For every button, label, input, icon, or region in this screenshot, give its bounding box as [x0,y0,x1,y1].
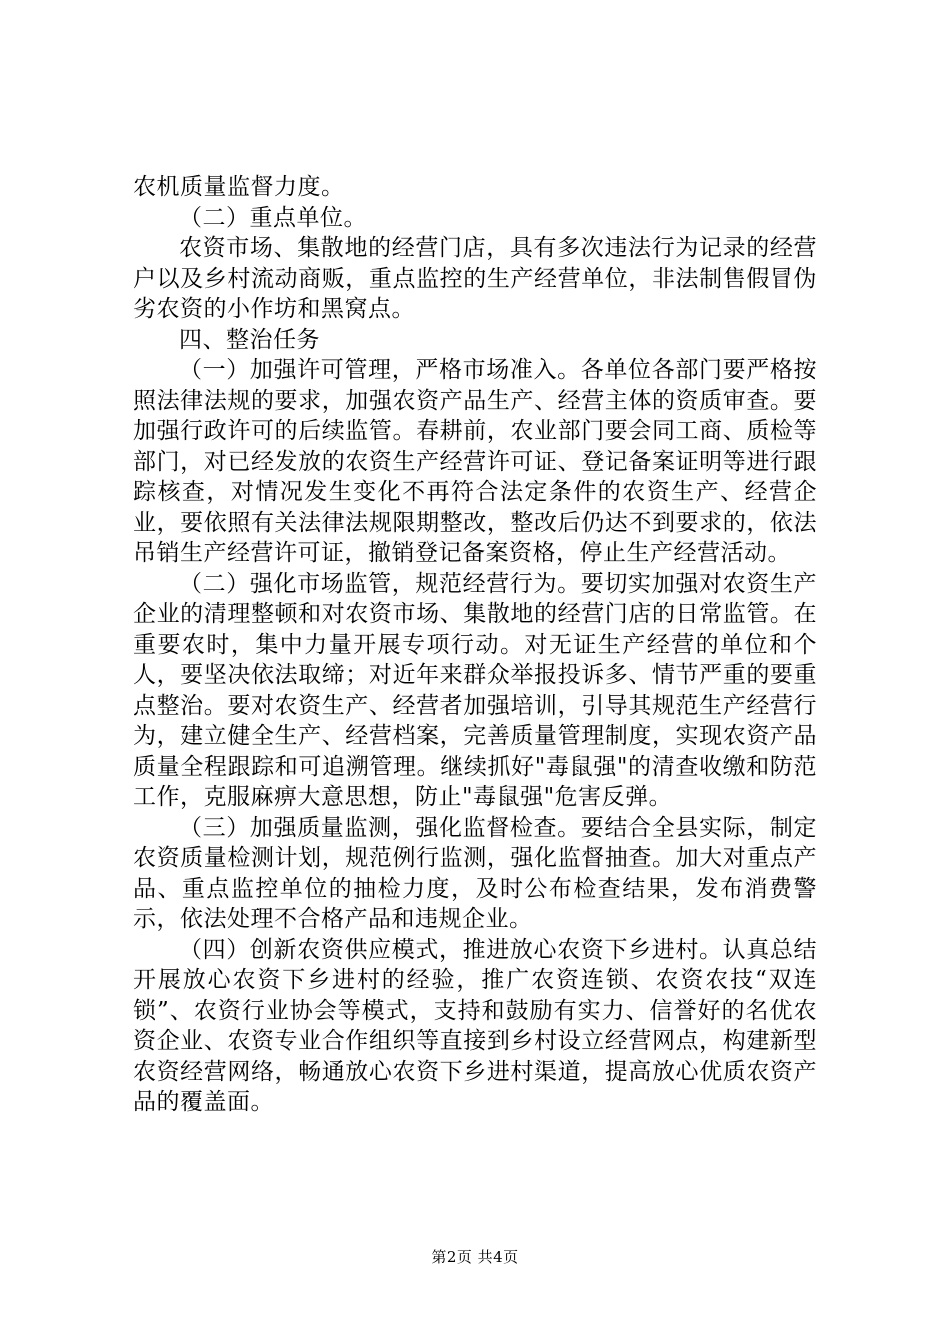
paragraph-task-3: （三）加强质量监测，强化监督检查。要结合全县实际，制定农资质量检测计划，规范例行监测，强化监督抽查。加大对重点产品、重点监控单位的抽检力度，及时公布检查结果，发布消费警示，依法处理不合格产品和违规企业。 [133,814,817,932]
heading-tasks: 四、整治任务 [179,326,320,353]
heading-key-units: （二）重点单位。 [179,204,367,231]
paragraph-task-1: （一）加强许可管理，严格市场准入。各单位各部门要严格按照法律法规的要求，加强农资产品生产、经营主体的资质审查。要加强行政许可的后续监管。春耕前，农业部门要会同工商、质检等部门，对已经发放的农资生产经营许可证、登记备案证明等进行跟踪核查，对情况发生变化不再符合法定条件的农资生产、经营企业，要依照有关法律法规限期整改，整改后仍达不到要求的，依法吊销生产经营许可证，撤销登记备案资格，停止生产经营活动。 [133,357,817,566]
paragraph-key-units: 农资市场、集散地的经营门店，具有多次违法行为记录的经营户以及乡村流动商贩，重点监控的生产经营单位，非法制售假冒伪劣农资的小作坊和黑窝点。 [133,235,817,322]
paragraph-task-4: （四）创新农资供应模式，推进放心农资下乡进村。认真总结开展放心农资下乡进村的经验，推广农资连锁、农资农技“双连锁”、农资行业协会等模式，支持和鼓励有实力、信誉好的名优农资企业、农资专业合作组织等直接到乡村设立经营网点，构建新型农资经营网络，畅通放心农资下乡进村渠道，提高放心优质农资产品的覆盖面。 [133,936,817,1115]
page-number-footer: 第2页 共4页 [431,1248,519,1266]
paragraph-task-2: （二）强化市场监管，规范经营行为。要切实加强对农资生产企业的清理整顿和对农资市场、集散地的经营门店的日常监管。在重要农时，集中力量开展专项行动。对无证生产经营的单位和个人，要坚决依法取缔；对近年来群众举报投诉多、情节严重的要重点整治。要对农资生产、经营者加强培训，引导其规范生产经营行为，建立健全生产、经营档案，完善质量管理制度，实现农资产品质量全程跟踪和可追溯管理。继续抓好"毒鼠强"的清查收缴和防范工作，克服麻痹大意思想，防止"毒鼠强"危害反弹。 [133,570,817,810]
document-body [133,172,817,1118]
paragraph-continuation: 农机质量监督力度。 [133,174,345,200]
